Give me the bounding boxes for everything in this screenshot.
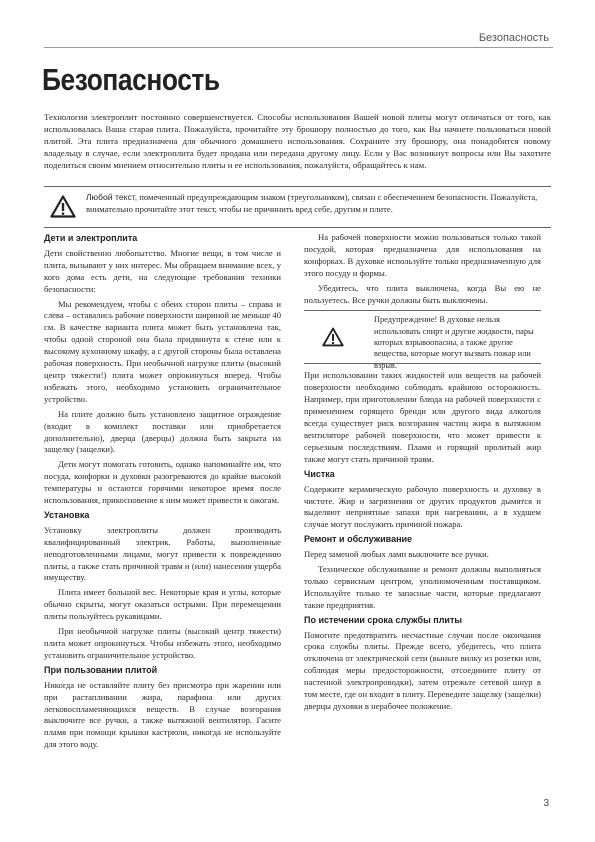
page-title: Безопасность [42,62,220,97]
column-left [44,232,281,754]
warning-triangle-icon [50,195,76,218]
heading-usage: При пользовании плитой [44,664,158,675]
column-right [304,232,541,716]
paragraph: На рабочей поверхности можно пользоваться только такой посудой, которая предназначена для использования на конфорках. В духовке используйте только предназначенную для этого посуду и формы. [304,232,541,278]
warning-main-body: помеченный предупреждающим знаком (треугольником), связан с обеспечением безопасности. Пожалуйста, внимательно прочитайте этот текст, чтобы не причинить вред себе, другим и плите. [86,192,538,214]
paragraph: Дети могут помогать готовить, однако напоминайте им, что посуда, конфорки и духовки разогреваются до крайне высокой температуры и остаются горячими некоторое время после использования, прикосновение к ним может привести к ожогам. [44,459,281,506]
heading-cleaning: Чистка [304,468,335,479]
warning-main-text [86,191,545,215]
paragraph: Плита имеет большой вес. Некоторые края и углы, которые обычно скрыты, могут оказаться острыми. При перемещении плиты пользуйтесь рукавицами. [44,587,281,622]
paragraph: Мы рекомендуем, чтобы с обеих сторон плиты – справа и слева – оставались рабочие поверхности шириной не меньше 40 см. В качестве варианта плита может быть установлена так, чтобы одной стороной она была придвинута к стене или к высокому кухонному шкафу, а с другой стороны была оставлена рабочая поверхность. При необычной нагрузке плиты (высокий центр тяжести!) плита может опрокинуться вперед. Чтобы избежать этого, необходимо установить ограничительное устройство. [44,298,281,404]
warning-box-main [44,186,551,228]
paragraph: При необычной нагрузке плиты (высокий центр тяжести) плита может опрокинуться. Чтобы избежать этого, необходимо установить ограничительное устройство. [44,626,281,660]
paragraph: Содержите керамическую рабочую поверхность и духовку в чистоте. Жир и загрязнения от других продуктов дымятся и выделяют неприятные запахи при нагревании, а в худшем случае могут послужить причиной пожара. [304,483,541,530]
warning-box-fire [304,310,541,370]
paragraph: Никогда не оставляйте плиту без присмотра при жарении или при растапливании жира, парафина или других легковоспламеняющихся веществ. В случае возгорания выключите все ручки, а также вытяжной вентилятор. Гасите пламя при помощи крышки кастрюли, никогда не используйте для этого воду. [44,679,281,750]
warning-triangle-icon [322,327,344,347]
paragraph: Перед заменой любых ламп выключите все ручки. [304,549,489,560]
paragraph: На плите должно быть установлено защитное ограждение (входит в комплект поставки или приобретается дополнительно), дверца (дверцы) должна быть закрыта на защелку (защелки). [44,408,281,455]
paragraph: Установку электроплиты должен производить квалифицированный электрик. Работы, выполненные неподготовленными лицами, могут привести к повреждению плиты, а также стать причиной травм и (или) нанесения ущерба имуществу. [44,524,281,583]
warning-main-lead: Любой текст, [86,192,138,202]
paragraph: Убедитесь, что плита выключена, когда Вы ею не пользуетесь. Все ручки должны быть выключены. [304,282,541,305]
warning-fire-text: Предупреждение! В духовке нельзя использовать спирт и другие жидкости, пары которых взрывоопасны, а также другие вещества, которые могут вызвать пожар или взрыв. [374,315,534,370]
heading-installation: Установка [44,509,90,520]
paragraph: Помогите предотвратить несчастные случаи после окончания срока службы плиты. Прежде всего, убедитесь, что плита отключена от электрической сети (выньте вилку из розетки или, соблюдая меры предосторожности, отсоедините плиту от настенной электропроводки), затем отрежьте сетевой шнур в том месте, где он входит в плиту. Переведите защелку (защелки) дверцы духовки в нерабочее положение. [304,629,541,711]
paragraph: Техническое обслуживание и ремонт должны выполняться только сервисным центром, уполномоченным поставщиком. Используйте только те запасные части, которые предлагают такие предприятия. [304,564,541,610]
page-number: 3 [543,798,549,809]
paragraph: Дети свойственно любопытство. Многие вещи, в том числе и плита, вызывают у них интерес. Мы обращаем внимание всех, у кого дома есть дети, на следующие требования техники безопасности: [44,247,281,294]
header-section-title: Безопасность [478,32,549,44]
paragraph: При использовании таких жидкостей или веществ на рабочей поверхности необходимо соблюдать крайнюю осторожность. Например, при приготовлении блюда на рабочей поверхности с применением горящего бренди или другого вида алкоголя всегда существует риск возгорания частиц жира в вытяжном вентиляторе рабочей поверхности, что может привести к серьезным последствиям. Пламя и горящий пролитый жир также могут стать причиной травм. [304,370,541,464]
header-divider [44,47,553,48]
heading-end-of-life: По истечении срока службы плиты [304,614,463,625]
heading-children: Дети и электроплита [44,233,138,243]
heading-repair: Ремонт и обслуживание [304,534,413,545]
intro-paragraph: Технология электроплит постоянно совершенствуется. Способы использования Вашей новой плиты могут отличаться от того, как использовалась Ваша старая плита. Пожалуйста, прочитайте эту брошюру полностью до того, как Вы начнете пользоваться новой плитой. Эта плита предназначена для обычного домашнего использования. Сохраните эту брошюру, она понадобится новому владельцу в случае, если электроплита будет продана или передана другому лицу. Если у Вас возникнут вопросы или Вы захотите поделиться своим мнением относительно плиты и ее использования, пожалуйста, обращайтесь к нам. [44,112,551,171]
